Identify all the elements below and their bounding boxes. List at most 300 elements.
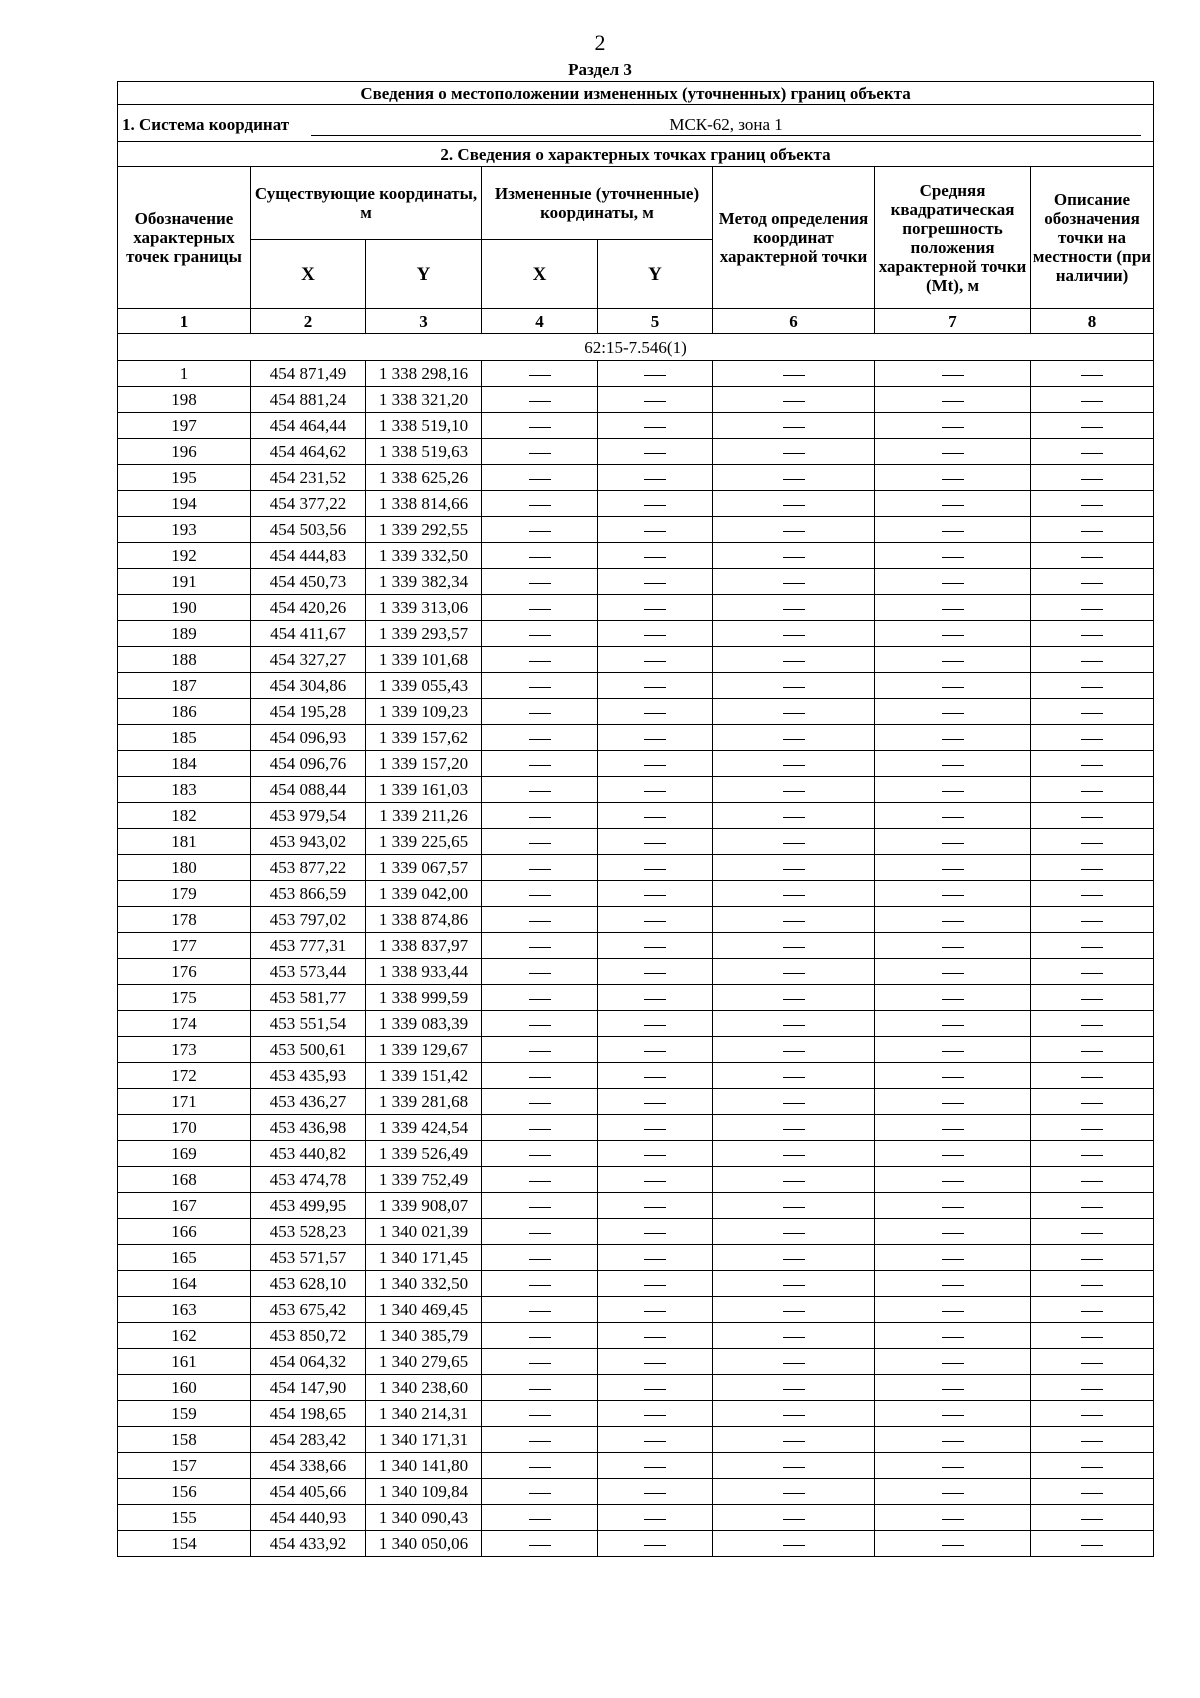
- method-empty: [713, 1531, 875, 1557]
- existing-x-value: 453 850,72: [251, 1323, 366, 1349]
- dash-mark: [644, 1467, 666, 1468]
- table-row: [118, 465, 1154, 491]
- existing-x-value: 453 435,93: [251, 1063, 366, 1089]
- description-empty: [1031, 751, 1154, 777]
- existing-x-value: 453 474,78: [251, 1167, 366, 1193]
- dash-mark: [529, 1129, 551, 1130]
- table-row: [118, 933, 1154, 959]
- dash-mark: [942, 375, 964, 376]
- dash-mark: [783, 1363, 805, 1364]
- existing-x-value: 453 777,31: [251, 933, 366, 959]
- dash-mark: [783, 999, 805, 1000]
- existing-x-value: 454 147,90: [251, 1375, 366, 1401]
- changed-x-empty: [482, 855, 598, 881]
- changed-y-empty: [598, 725, 713, 751]
- point-number: 170: [118, 1115, 251, 1141]
- dash-mark: [529, 1467, 551, 1468]
- method-empty: [713, 1115, 875, 1141]
- description-empty: [1031, 907, 1154, 933]
- existing-y-value: 1 338 519,63: [366, 439, 482, 465]
- dash-mark: [942, 401, 964, 402]
- existing-y-value: 1 338 625,26: [366, 465, 482, 491]
- dash-mark: [529, 1051, 551, 1052]
- method-empty: [713, 1167, 875, 1193]
- table-row: [118, 1505, 1154, 1531]
- existing-x-value: 453 797,02: [251, 907, 366, 933]
- point-number: 197: [118, 413, 251, 439]
- method-empty: [713, 985, 875, 1011]
- existing-y-value: 1 338 933,44: [366, 959, 482, 985]
- point-number: 192: [118, 543, 251, 569]
- changed-x-empty: [482, 933, 598, 959]
- dash-mark: [644, 1051, 666, 1052]
- changed-x-empty: [482, 673, 598, 699]
- description-empty: [1031, 1063, 1154, 1089]
- existing-y-value: 1 340 238,60: [366, 1375, 482, 1401]
- changed-x-empty: [482, 829, 598, 855]
- dash-mark: [942, 999, 964, 1000]
- changed-x-empty: [482, 803, 598, 829]
- changed-x-empty: [482, 1271, 598, 1297]
- changed-y-empty: [598, 933, 713, 959]
- dash-mark: [529, 843, 551, 844]
- dash-mark: [1081, 843, 1103, 844]
- existing-y-value: 1 339 083,39: [366, 1011, 482, 1037]
- column-number: 6: [713, 309, 875, 334]
- description-empty: [1031, 725, 1154, 751]
- point-number: 156: [118, 1479, 251, 1505]
- changed-x-empty: [482, 439, 598, 465]
- header-point-designation: Обозначение характерных точек границы: [118, 167, 251, 309]
- existing-x-value: 453 500,61: [251, 1037, 366, 1063]
- table-row: [118, 699, 1154, 725]
- dash-mark: [644, 1285, 666, 1286]
- mean-error-empty: [875, 491, 1031, 517]
- dash-mark: [529, 1259, 551, 1260]
- mean-error-empty: [875, 855, 1031, 881]
- changed-y-empty: [598, 569, 713, 595]
- table-row: [118, 1453, 1154, 1479]
- method-empty: [713, 933, 875, 959]
- changed-x-empty: [482, 751, 598, 777]
- table-row: [118, 1115, 1154, 1141]
- dash-mark: [1081, 1207, 1103, 1208]
- dash-mark: [529, 557, 551, 558]
- dash-mark: [644, 1389, 666, 1390]
- existing-y-value: 1 340 050,06: [366, 1531, 482, 1557]
- changed-x-empty: [482, 569, 598, 595]
- dash-mark: [942, 1181, 964, 1182]
- changed-y-empty: [598, 1401, 713, 1427]
- changed-x-empty: [482, 491, 598, 517]
- existing-x-value: 453 675,42: [251, 1297, 366, 1323]
- method-empty: [713, 1323, 875, 1349]
- changed-y-empty: [598, 699, 713, 725]
- changed-y-empty: [598, 517, 713, 543]
- changed-y-empty: [598, 1479, 713, 1505]
- table-row: [118, 1479, 1154, 1505]
- dash-mark: [529, 479, 551, 480]
- dash-mark: [644, 1337, 666, 1338]
- existing-y-value: 1 338 814,66: [366, 491, 482, 517]
- existing-y-value: 1 339 526,49: [366, 1141, 482, 1167]
- column-number: 5: [598, 309, 713, 334]
- changed-x-empty: [482, 1245, 598, 1271]
- method-empty: [713, 725, 875, 751]
- changed-y-empty: [598, 621, 713, 647]
- point-number: 160: [118, 1375, 251, 1401]
- dash-mark: [644, 1103, 666, 1104]
- changed-x-empty: [482, 517, 598, 543]
- changed-x-empty: [482, 1427, 598, 1453]
- dash-mark: [783, 583, 805, 584]
- dash-mark: [783, 557, 805, 558]
- changed-y-empty: [598, 595, 713, 621]
- dash-mark: [1081, 635, 1103, 636]
- changed-y-empty: [598, 387, 713, 413]
- dash-mark: [529, 453, 551, 454]
- dash-mark: [942, 1077, 964, 1078]
- table-row: [118, 1245, 1154, 1271]
- dash-mark: [644, 1363, 666, 1364]
- dash-mark: [942, 1441, 964, 1442]
- dash-mark: [942, 739, 964, 740]
- existing-y-value: 1 339 292,55: [366, 517, 482, 543]
- table-row: [118, 543, 1154, 569]
- changed-x-empty: [482, 647, 598, 673]
- point-number: 177: [118, 933, 251, 959]
- dash-mark: [783, 427, 805, 428]
- dash-mark: [529, 817, 551, 818]
- dash-mark: [644, 687, 666, 688]
- existing-x-value: 453 499,95: [251, 1193, 366, 1219]
- changed-y-empty: [598, 1271, 713, 1297]
- dash-mark: [644, 1025, 666, 1026]
- dash-mark: [942, 1285, 964, 1286]
- dash-mark: [644, 1519, 666, 1520]
- dash-mark: [942, 687, 964, 688]
- changed-x-empty: [482, 1453, 598, 1479]
- dash-mark: [783, 1441, 805, 1442]
- method-empty: [713, 959, 875, 985]
- description-empty: [1031, 595, 1154, 621]
- mean-error-empty: [875, 777, 1031, 803]
- dash-mark: [942, 1467, 964, 1468]
- dash-mark: [1081, 1129, 1103, 1130]
- point-number: 196: [118, 439, 251, 465]
- dash-mark: [644, 661, 666, 662]
- dash-mark: [644, 791, 666, 792]
- dash-mark: [644, 1441, 666, 1442]
- point-number: 163: [118, 1297, 251, 1323]
- existing-x-value: 453 573,44: [251, 959, 366, 985]
- dash-mark: [644, 713, 666, 714]
- changed-y-empty: [598, 673, 713, 699]
- point-number: 180: [118, 855, 251, 881]
- table-subtitle: 2. Сведения о характерных точках границ объекта: [118, 142, 1154, 167]
- description-empty: [1031, 465, 1154, 491]
- changed-y-empty: [598, 1115, 713, 1141]
- description-empty: [1031, 1115, 1154, 1141]
- dash-mark: [942, 765, 964, 766]
- existing-x-value: 454 881,24: [251, 387, 366, 413]
- point-number: 178: [118, 907, 251, 933]
- description-empty: [1031, 1011, 1154, 1037]
- dash-mark: [1081, 1025, 1103, 1026]
- table-row: [118, 803, 1154, 829]
- mean-error-empty: [875, 829, 1031, 855]
- column-number: 4: [482, 309, 598, 334]
- point-number: 176: [118, 959, 251, 985]
- point-number: 157: [118, 1453, 251, 1479]
- dash-mark: [942, 921, 964, 922]
- existing-x-value: 453 551,54: [251, 1011, 366, 1037]
- mean-error-empty: [875, 647, 1031, 673]
- mean-error-empty: [875, 621, 1031, 647]
- method-empty: [713, 1375, 875, 1401]
- header-changed-coords: Измененные (уточненные) координаты, м: [482, 167, 713, 240]
- changed-y-empty: [598, 1297, 713, 1323]
- description-empty: [1031, 439, 1154, 465]
- method-empty: [713, 1453, 875, 1479]
- dash-mark: [783, 1337, 805, 1338]
- mean-error-empty: [875, 751, 1031, 777]
- changed-x-empty: [482, 1011, 598, 1037]
- existing-y-value: 1 340 332,50: [366, 1271, 482, 1297]
- table-row: [118, 1089, 1154, 1115]
- changed-y-empty: [598, 1375, 713, 1401]
- point-number: 173: [118, 1037, 251, 1063]
- existing-y-value: 1 339 424,54: [366, 1115, 482, 1141]
- existing-x-value: 454 195,28: [251, 699, 366, 725]
- dash-mark: [644, 1415, 666, 1416]
- mean-error-empty: [875, 1063, 1031, 1089]
- existing-x-value: 454 871,49: [251, 361, 366, 387]
- changed-y-empty: [598, 985, 713, 1011]
- column-number: 7: [875, 309, 1031, 334]
- description-empty: [1031, 361, 1154, 387]
- description-empty: [1031, 1245, 1154, 1271]
- existing-y-value: 1 340 385,79: [366, 1323, 482, 1349]
- dash-mark: [783, 1181, 805, 1182]
- table-row: [118, 361, 1154, 387]
- existing-x-value: 453 571,57: [251, 1245, 366, 1271]
- dash-mark: [644, 1181, 666, 1182]
- method-empty: [713, 1349, 875, 1375]
- changed-x-empty: [482, 1297, 598, 1323]
- changed-y-empty: [598, 1011, 713, 1037]
- dash-mark: [942, 609, 964, 610]
- changed-y-empty: [598, 439, 713, 465]
- dash-mark: [942, 1155, 964, 1156]
- dash-mark: [1081, 453, 1103, 454]
- point-rows: [118, 361, 1154, 1557]
- table-row: [118, 777, 1154, 803]
- dash-mark: [644, 453, 666, 454]
- description-empty: [1031, 881, 1154, 907]
- changed-y-empty: [598, 777, 713, 803]
- dash-mark: [783, 1025, 805, 1026]
- method-empty: [713, 751, 875, 777]
- changed-x-empty: [482, 1531, 598, 1557]
- dash-mark: [783, 1519, 805, 1520]
- dash-mark: [942, 531, 964, 532]
- existing-x-value: 454 283,42: [251, 1427, 366, 1453]
- header-existing-coords: Существующие координаты, м: [251, 167, 482, 240]
- method-empty: [713, 569, 875, 595]
- description-empty: [1031, 517, 1154, 543]
- point-number: 162: [118, 1323, 251, 1349]
- dash-mark: [529, 687, 551, 688]
- table-row: [118, 1297, 1154, 1323]
- description-empty: [1031, 1375, 1154, 1401]
- point-number: 179: [118, 881, 251, 907]
- method-empty: [713, 881, 875, 907]
- dash-mark: [783, 765, 805, 766]
- dash-mark: [644, 1077, 666, 1078]
- method-empty: [713, 621, 875, 647]
- header-changed-y: Y: [598, 240, 713, 309]
- existing-x-value: 454 064,32: [251, 1349, 366, 1375]
- dash-mark: [529, 531, 551, 532]
- table-row: [118, 439, 1154, 465]
- changed-y-empty: [598, 829, 713, 855]
- mean-error-empty: [875, 465, 1031, 491]
- method-empty: [713, 1401, 875, 1427]
- method-empty: [713, 1297, 875, 1323]
- changed-x-empty: [482, 1167, 598, 1193]
- dash-mark: [1081, 765, 1103, 766]
- existing-y-value: 1 339 313,06: [366, 595, 482, 621]
- dash-mark: [942, 453, 964, 454]
- dash-mark: [783, 1129, 805, 1130]
- dash-mark: [1081, 817, 1103, 818]
- table-row: [118, 387, 1154, 413]
- boundary-points-table: [117, 81, 1154, 1557]
- dash-mark: [644, 505, 666, 506]
- dash-mark: [942, 1545, 964, 1546]
- table-row: [118, 907, 1154, 933]
- dash-mark: [1081, 1545, 1103, 1546]
- dash-mark: [1081, 1311, 1103, 1312]
- dash-mark: [1081, 1337, 1103, 1338]
- changed-y-empty: [598, 1037, 713, 1063]
- dash-mark: [1081, 1363, 1103, 1364]
- mean-error-empty: [875, 1375, 1031, 1401]
- description-empty: [1031, 387, 1154, 413]
- existing-x-value: 453 528,23: [251, 1219, 366, 1245]
- column-number: 8: [1031, 309, 1154, 334]
- dash-mark: [942, 635, 964, 636]
- description-empty: [1031, 1271, 1154, 1297]
- changed-y-empty: [598, 1089, 713, 1115]
- dash-mark: [644, 947, 666, 948]
- existing-x-value: 454 088,44: [251, 777, 366, 803]
- method-empty: [713, 439, 875, 465]
- changed-x-empty: [482, 1505, 598, 1531]
- dash-mark: [1081, 1051, 1103, 1052]
- mean-error-empty: [875, 933, 1031, 959]
- existing-y-value: 1 339 332,50: [366, 543, 482, 569]
- point-number: 154: [118, 1531, 251, 1557]
- table-row: [118, 673, 1154, 699]
- method-empty: [713, 673, 875, 699]
- changed-x-empty: [482, 959, 598, 985]
- table-row: [118, 751, 1154, 777]
- table-row: [118, 1011, 1154, 1037]
- table-row: [118, 1167, 1154, 1193]
- dash-mark: [1081, 1155, 1103, 1156]
- dash-mark: [529, 1155, 551, 1156]
- method-empty: [713, 1427, 875, 1453]
- dash-mark: [1081, 661, 1103, 662]
- dash-mark: [942, 1129, 964, 1130]
- dash-mark: [1081, 1441, 1103, 1442]
- dash-mark: [529, 635, 551, 636]
- table-row: [118, 1037, 1154, 1063]
- column-number: 3: [366, 309, 482, 334]
- dash-mark: [644, 843, 666, 844]
- existing-x-value: 454 327,27: [251, 647, 366, 673]
- dash-mark: [783, 531, 805, 532]
- changed-y-empty: [598, 1531, 713, 1557]
- description-empty: [1031, 1219, 1154, 1245]
- dash-mark: [942, 427, 964, 428]
- description-empty: [1031, 673, 1154, 699]
- dash-mark: [644, 609, 666, 610]
- dash-mark: [783, 1311, 805, 1312]
- mean-error-empty: [875, 361, 1031, 387]
- existing-x-value: 453 866,59: [251, 881, 366, 907]
- dash-mark: [529, 505, 551, 506]
- dash-mark: [1081, 739, 1103, 740]
- dash-mark: [1081, 999, 1103, 1000]
- dash-mark: [942, 1103, 964, 1104]
- point-number: 195: [118, 465, 251, 491]
- dash-mark: [1081, 921, 1103, 922]
- dash-mark: [529, 1207, 551, 1208]
- changed-y-empty: [598, 1193, 713, 1219]
- existing-y-value: 1 339 157,20: [366, 751, 482, 777]
- dash-mark: [529, 661, 551, 662]
- dash-mark: [1081, 1181, 1103, 1182]
- existing-y-value: 1 339 109,23: [366, 699, 482, 725]
- dash-mark: [644, 427, 666, 428]
- method-empty: [713, 1037, 875, 1063]
- mean-error-empty: [875, 907, 1031, 933]
- changed-y-empty: [598, 1167, 713, 1193]
- mean-error-empty: [875, 1531, 1031, 1557]
- dash-mark: [1081, 1259, 1103, 1260]
- existing-y-value: 1 339 067,57: [366, 855, 482, 881]
- dash-mark: [783, 895, 805, 896]
- dash-mark: [783, 1415, 805, 1416]
- method-empty: [713, 1505, 875, 1531]
- mean-error-empty: [875, 1115, 1031, 1141]
- dash-mark: [529, 791, 551, 792]
- dash-mark: [783, 921, 805, 922]
- dash-mark: [1081, 375, 1103, 376]
- header-changed-x: X: [482, 240, 598, 309]
- point-number: 158: [118, 1427, 251, 1453]
- description-empty: [1031, 1323, 1154, 1349]
- dash-mark: [529, 1389, 551, 1390]
- dash-mark: [1081, 1077, 1103, 1078]
- dash-mark: [529, 921, 551, 922]
- method-empty: [713, 491, 875, 517]
- dash-mark: [783, 1051, 805, 1052]
- point-number: 184: [118, 751, 251, 777]
